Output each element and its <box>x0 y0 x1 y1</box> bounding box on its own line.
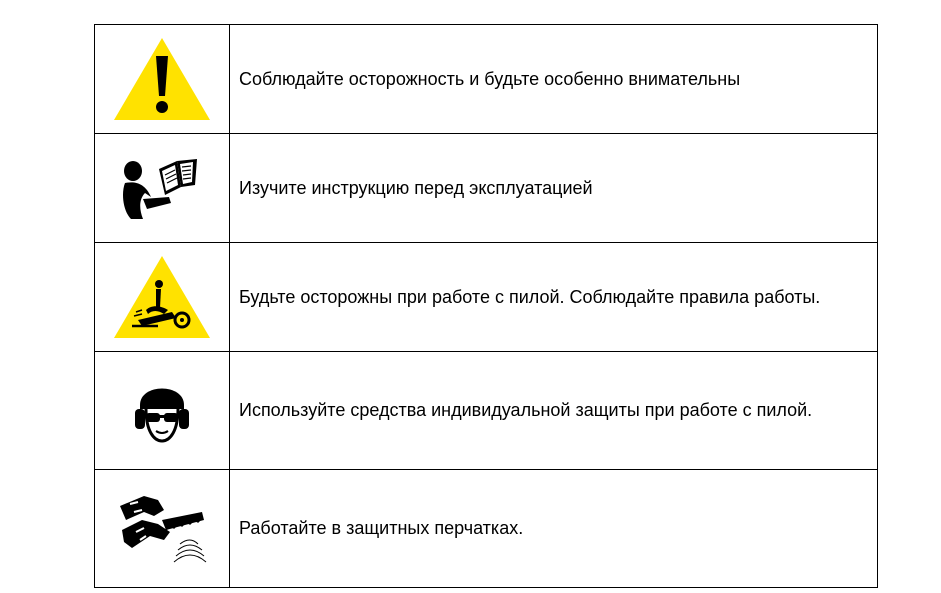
safety-text: Изучите инструкцию перед эксплуатацией <box>230 134 878 243</box>
table-row <box>95 470 878 588</box>
table-row <box>95 134 878 243</box>
table-row <box>95 243 878 352</box>
safety-text: Будьте осторожны при работе с пилой. Соблюдайте правила работы. <box>230 243 878 352</box>
icon-cell <box>95 470 230 588</box>
safety-text: Работайте в защитных перчатках. <box>230 470 878 588</box>
safety-symbols-table <box>94 24 878 588</box>
table-row <box>95 352 878 470</box>
safety-text: Используйте средства индивидуальной защиты при работе с пилой. <box>230 352 878 470</box>
exclamation-warning-icon <box>95 36 229 122</box>
protective-gloves-icon <box>95 490 229 568</box>
read-manual-icon <box>95 153 229 223</box>
icon-cell <box>95 25 230 134</box>
saw-hazard-warning-icon <box>95 254 229 340</box>
icon-cell <box>95 352 230 470</box>
safety-text: Соблюдайте осторожность и будьте особенно внимательны <box>230 25 878 134</box>
protective-gear-icon <box>95 375 229 447</box>
icon-cell <box>95 243 230 352</box>
table-row <box>95 25 878 134</box>
icon-cell <box>95 134 230 243</box>
